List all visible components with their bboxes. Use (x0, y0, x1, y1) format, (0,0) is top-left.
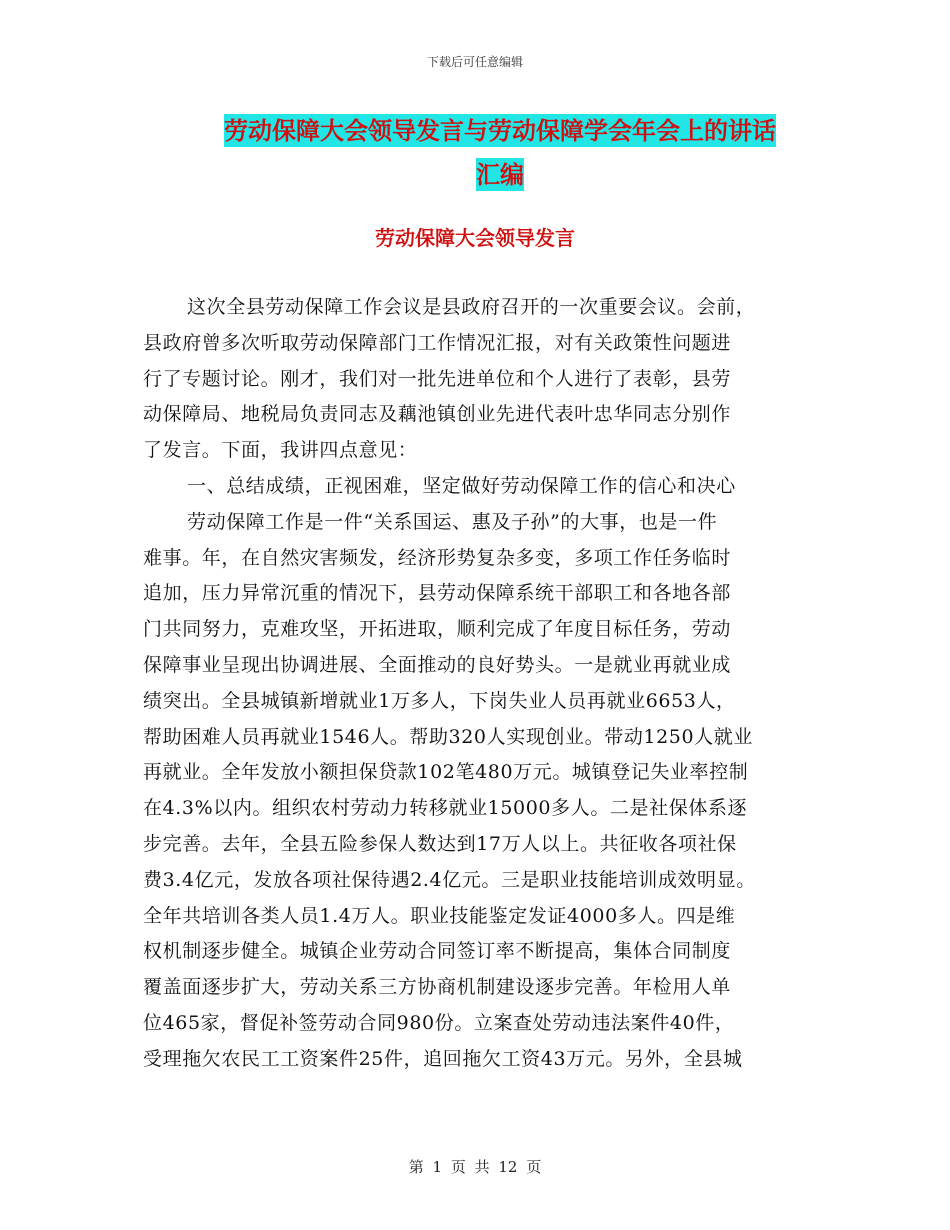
paragraph-line: 绩突出。全县城镇新增就业1万多人，下岗失业人员再就业6653人， (143, 689, 736, 712)
paragraph-line: 受理拖欠农民工工资案件25件，追回拖欠工资43万元。另外，全县城 (143, 1047, 743, 1070)
paragraph-line: 位465家，督促补签劳动合同980份。立案查处劳动违法案件40件， (143, 1011, 735, 1034)
paragraph-line: 帮助困难人员再就业1546人。帮助320人实现创业。带动1250人就业 (143, 725, 753, 748)
header-note: 下载后可任意编辑 (426, 55, 523, 69)
paragraph-line: 保障事业呈现出协调进展、全面推动的良好势头。一是就业再就业成 (143, 653, 732, 676)
paragraph-line: 权机制逐步健全。城镇企业劳动合同签订率不断提高，集体合同制度 (143, 940, 732, 963)
paragraph-line: 费3.4亿元，发放各项社保待遇2.4亿元。三是职业技能培训成效明显。 (143, 868, 756, 891)
title-highlight-1: 劳动保障大会领导发言与劳动保障学会年会上的讲话 (224, 116, 776, 145)
body-text (143, 290, 825, 1078)
title-highlight-2: 汇编 (476, 160, 524, 189)
page-number: 第 1 页 共 12 页 (408, 1158, 542, 1176)
paragraph-line: 难事。年，在自然灾害频发，经济形势复杂多变，多项工作任务临时 (143, 546, 732, 569)
paragraph-line: 这次全县劳动保障工作会议是县政府召开的一次重要会议。会前， (187, 296, 756, 318)
paragraph-line: 了发言。下面，我讲四点意见： (143, 439, 418, 462)
section-heading-line: 一、总结成绩，正视困难，坚定做好劳动保障工作的信心和决心 (187, 474, 736, 497)
paragraph-line: 在4.3%以内。组织农村劳动力转移就业15000多人。二是社保体系逐 (143, 797, 748, 820)
document-title-line-1 (140, 109, 860, 153)
document-title (140, 109, 860, 197)
paragraph-line: 县政府曾多次听取劳动保障部门工作情况汇报，对有关政策性问题进 (143, 331, 732, 354)
paragraph-line: 行了专题讨论。刚才，我们对一批先进单位和个人进行了表彰，县劳 (143, 367, 732, 390)
paragraph-line: 动保障局、地税局负责同志及藕池镇创业先进代表叶忠华同志分别作 (143, 403, 732, 426)
paragraph-line: 门共同努力，克难攻坚，开拓进取，顺利完成了年度目标任务，劳动 (143, 618, 732, 641)
paragraph-line: 全年共培训各类人员1.4万人。职业技能鉴定发证4000多人。四是维 (143, 904, 736, 927)
paragraph-line: 劳动保障工作是一件“关系国运、惠及子孙”的大事，也是一件 (187, 510, 718, 533)
paragraph-line: 再就业。全年发放小额担保贷款102笔480万元。城镇登记失业率控制 (143, 761, 749, 784)
paragraph-line: 追加，压力异常沉重的情况下，县劳动保障系统干部职工和各地各部 (143, 582, 732, 605)
paragraph-line: 覆盖面逐步扩大，劳动关系三方协商机制建设逐步完善。年检用人单 (143, 976, 732, 999)
paragraph-line: 步完善。去年，全县五险参保人数达到17万人以上。共征收各项社保 (143, 832, 737, 855)
document-title-line-2 (140, 153, 860, 197)
section-title: 劳动保障大会领导发言 (375, 226, 575, 250)
